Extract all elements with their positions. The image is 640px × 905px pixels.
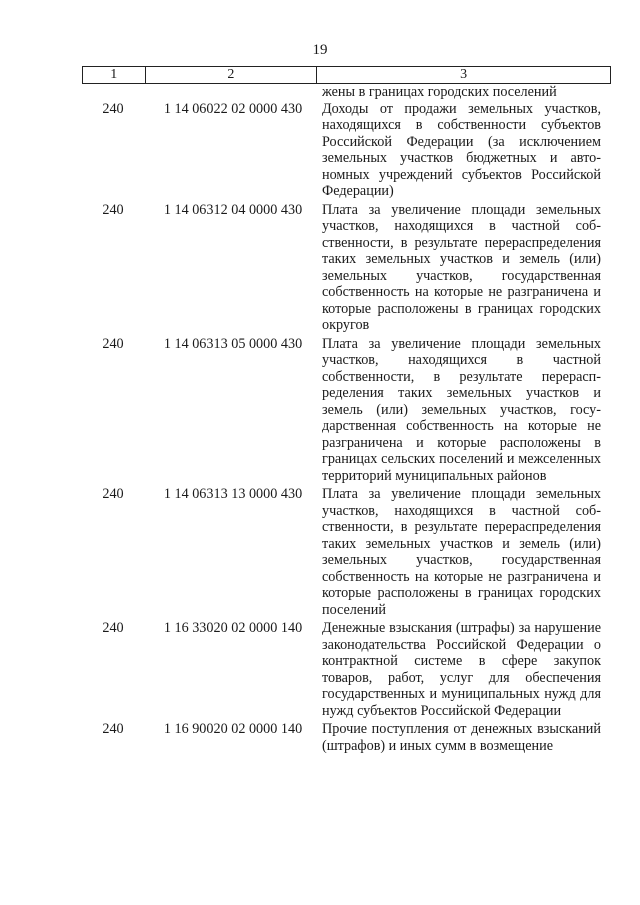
page-number: 19 xyxy=(312,42,328,58)
continuation-text: жены в границах городских поселений xyxy=(322,84,557,100)
column-header-table xyxy=(82,66,611,84)
revenue-description: Денежные взыскания (штрафы) за нарушение законодательства Российской Федерации о контрактной системе в сфере закупок товаров, работ, услуг для обеспечения государственных и муниципальных нужд для нужд субъектов Российской Федерации xyxy=(322,620,601,719)
column-header-3: 3 xyxy=(317,67,611,84)
column-header-row xyxy=(83,67,611,84)
revenue-description: Плата за увеличение площади земельных участков, находящихся в частной собственности, в результате перераспределения таких земельных участков и земель (или) земельных участков, государственная собственность на которые не разграничена и которые расположены в границах сельских поселений и межселенных территорий муниципальных районов xyxy=(322,335,601,484)
revenue-description: Доходы от продажи земельных участков, находящихся в собственности субъектов Российской Федерации (за исключением земельных участков бюджетных и автономных учреждений субъектов Российской Федерации) xyxy=(322,100,601,199)
table-body xyxy=(82,84,611,754)
budget-classification-code: 1 14 06313 13 0000 430 xyxy=(163,486,303,502)
revenue-description: Плата за увеличение площади земельных участков, находящихся в частной собственности, в результате перераспределения таких земельных участков и земель (или) земельных участков, государственная собственность на которые не разграничена и которые расположены в границах городских поселений xyxy=(322,486,601,618)
table-row xyxy=(82,620,611,719)
budget-classification-code: 1 14 06312 04 0000 430 xyxy=(163,201,303,218)
admin-code: 240 xyxy=(102,100,124,117)
revenue-description: Плата за увеличение площади земельных участков, находящихся в частной собственности, в результате перераспределения таких земельных участков и земель (или) земельных участков, государственная собственность на которые не разграничена и которые расположены в границах городских округов xyxy=(322,201,601,333)
budget-classification-code: 1 16 90020 02 0000 140 xyxy=(163,721,303,737)
table-row xyxy=(82,101,611,200)
admin-code: 240 xyxy=(102,620,124,636)
column-header-2: 2 xyxy=(145,67,317,84)
budget-classification-code: 1 14 06022 02 0000 430 xyxy=(163,100,303,117)
admin-code: 240 xyxy=(102,201,124,218)
admin-code: 240 xyxy=(102,721,124,737)
admin-code: 240 xyxy=(102,486,124,502)
budget-classification-code: 1 16 33020 02 0000 140 xyxy=(163,620,303,636)
budget-classification-code: 1 14 06313 05 0000 430 xyxy=(163,335,303,352)
table-row xyxy=(82,721,611,754)
table-row xyxy=(82,486,611,618)
revenue-description: Прочие поступления от денежных взысканий (штрафов) и иных сумм в возмещение xyxy=(322,721,601,754)
column-header-1: 1 xyxy=(83,67,146,84)
admin-code: 240 xyxy=(102,335,124,352)
table-row xyxy=(82,336,611,485)
table-row xyxy=(82,202,611,334)
